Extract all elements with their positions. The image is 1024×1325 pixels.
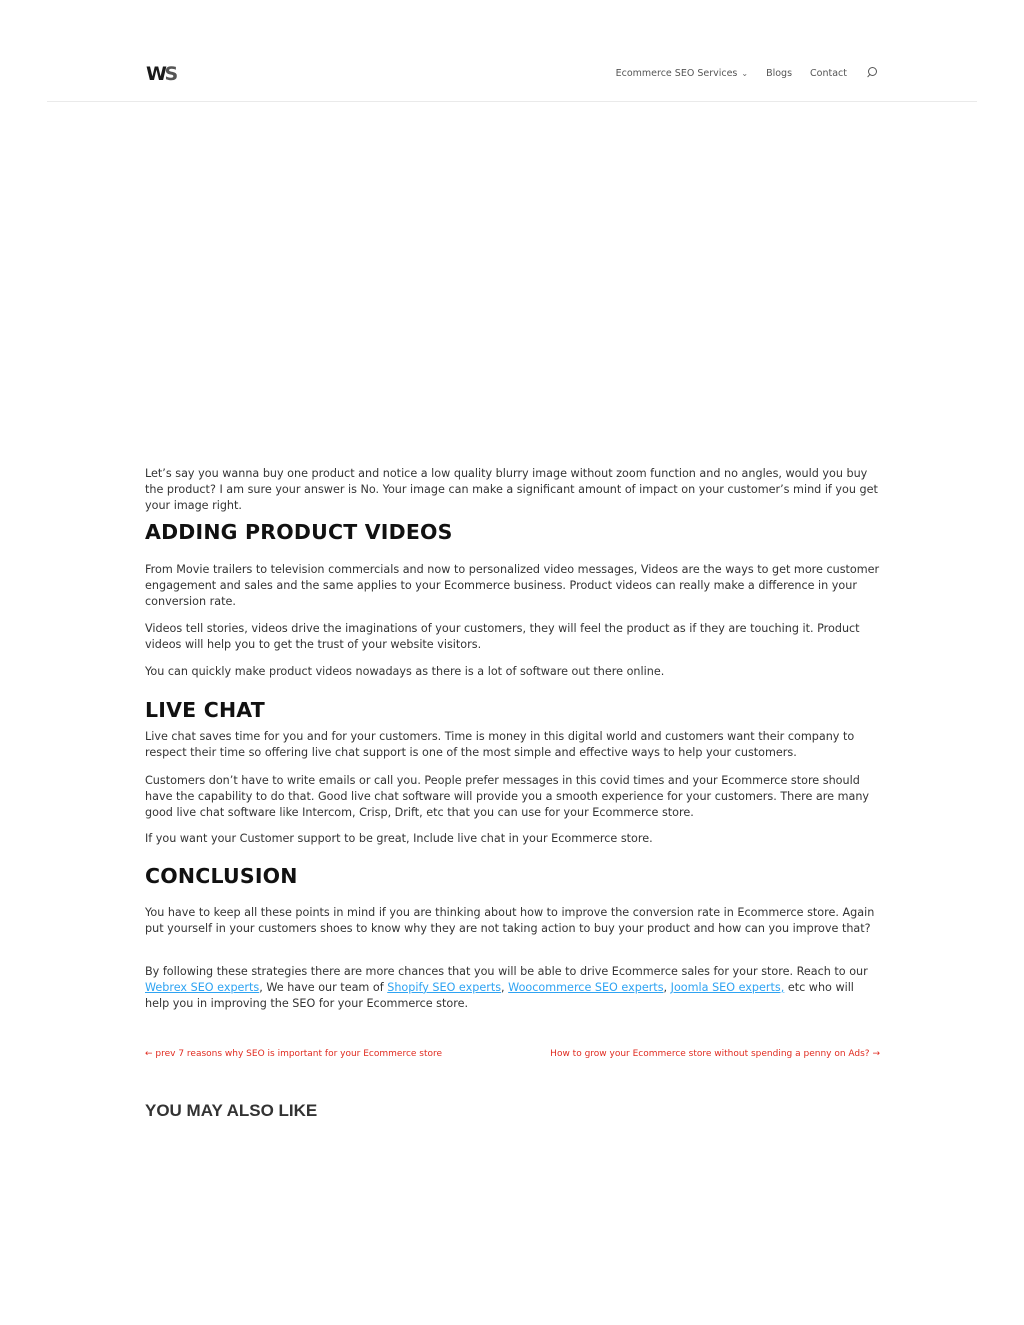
logo-s: S [164, 63, 176, 85]
next-post-link[interactable]: How to grow your Ecommerce store without spending a penny on Ads? → [550, 1049, 880, 1059]
main-nav [616, 66, 879, 80]
conclusion-sep-1: , [501, 980, 509, 994]
conclusion-text-start: By following these strategies there are more chances that you will be able to drive Ecommerce sales for your store. Reach to our [145, 965, 868, 978]
link-joomla-seo-experts[interactable]: Joomla SEO experts, [670, 980, 785, 994]
heading-conclusion: CONCLUSION [145, 864, 298, 888]
prev-post-link[interactable]: ← prev 7 reasons why SEO is important for your Ecommerce store [145, 1049, 443, 1059]
nav-ecommerce-seo-services[interactable] [616, 68, 748, 79]
videos-paragraph-3: You can quickly make product videos nowadays as there is a lot of software out there online. [145, 665, 665, 678]
videos-paragraph-1: From Movie trailers to television commercials and now to personalized video messages, Videos are the ways to get more customer engagement and sales and the same applies to your Ecommerce business. Product videos can really make a difference in your conversion rate. [145, 563, 880, 608]
chevron-down-icon: ⌄ [741, 68, 749, 78]
heading-live-chat: LIVE CHAT [145, 698, 265, 722]
link-woocommerce-seo-experts[interactable]: Woocommerce SEO experts [508, 980, 664, 994]
intro-paragraph: Let’s say you wanna buy one product and notice a low quality blurry image without zoom function and no angles, would you buy the product? I am sure your answer is No. Your image can make a significant amount of impact on your customer’s mind if you get your image right. [145, 467, 878, 512]
site-logo[interactable] [146, 64, 176, 84]
heading-adding-product-videos: ADDING PRODUCT VIDEOS [145, 520, 453, 544]
conclusion-paragraph-1: You have to keep all these points in mind if you are thinking about how to improve the conversion rate in Ecommerce store. Again put yourself in your customers shoes to know why they are not taking action to buy your product and how can you improve that? [145, 906, 875, 935]
logo-w: W [146, 63, 165, 85]
conclusion-sep-2: , [663, 980, 671, 994]
link-webrex-seo-experts[interactable]: Webrex SEO experts [145, 980, 260, 994]
search-icon[interactable] [865, 66, 879, 80]
chat-paragraph-2: Customers don’t have to write emails or call you. People prefer messages in this covid times and your Ecommerce store should have the capability to do that. Good live chat software will provide you a smooth experience for your customers. There are many good live chat software like Intercom, Crisp, Drift, etc that you can use for your Ecommerce store. [145, 774, 870, 819]
videos-paragraph-2: Videos tell stories, videos drive the imaginations of your customers, they will feel the product as if they are touching it. Product videos will help you to get the trust of your website visitors. [145, 622, 860, 651]
conclusion-text-mid: , We have our team of [259, 980, 388, 994]
nav-contact[interactable]: Contact [810, 67, 847, 79]
chat-paragraph-3: If you want your Customer support to be great, Include live chat in your Ecommerce store. [145, 832, 653, 845]
conclusion-text-end: etc who will help you in improving the SEO for your Ecommerce store. [145, 980, 854, 1010]
related-posts-heading: YOU MAY ALSO LIKE [145, 1101, 318, 1120]
nav-blogs[interactable]: Blogs [766, 67, 793, 79]
site-header [47, 0, 977, 102]
chat-paragraph-1: Live chat saves time for you and for your customers. Time is money in this digital world and customers want their company to respect their time so offering live chat support is one of the most simple and effective ways to help your customers. [145, 730, 855, 759]
link-shopify-seo-experts[interactable]: Shopify SEO experts [387, 980, 502, 994]
conclusion-paragraph-2 [145, 964, 880, 1011]
nav-ecommerce-seo-services-label: Ecommerce SEO Services [615, 67, 738, 79]
